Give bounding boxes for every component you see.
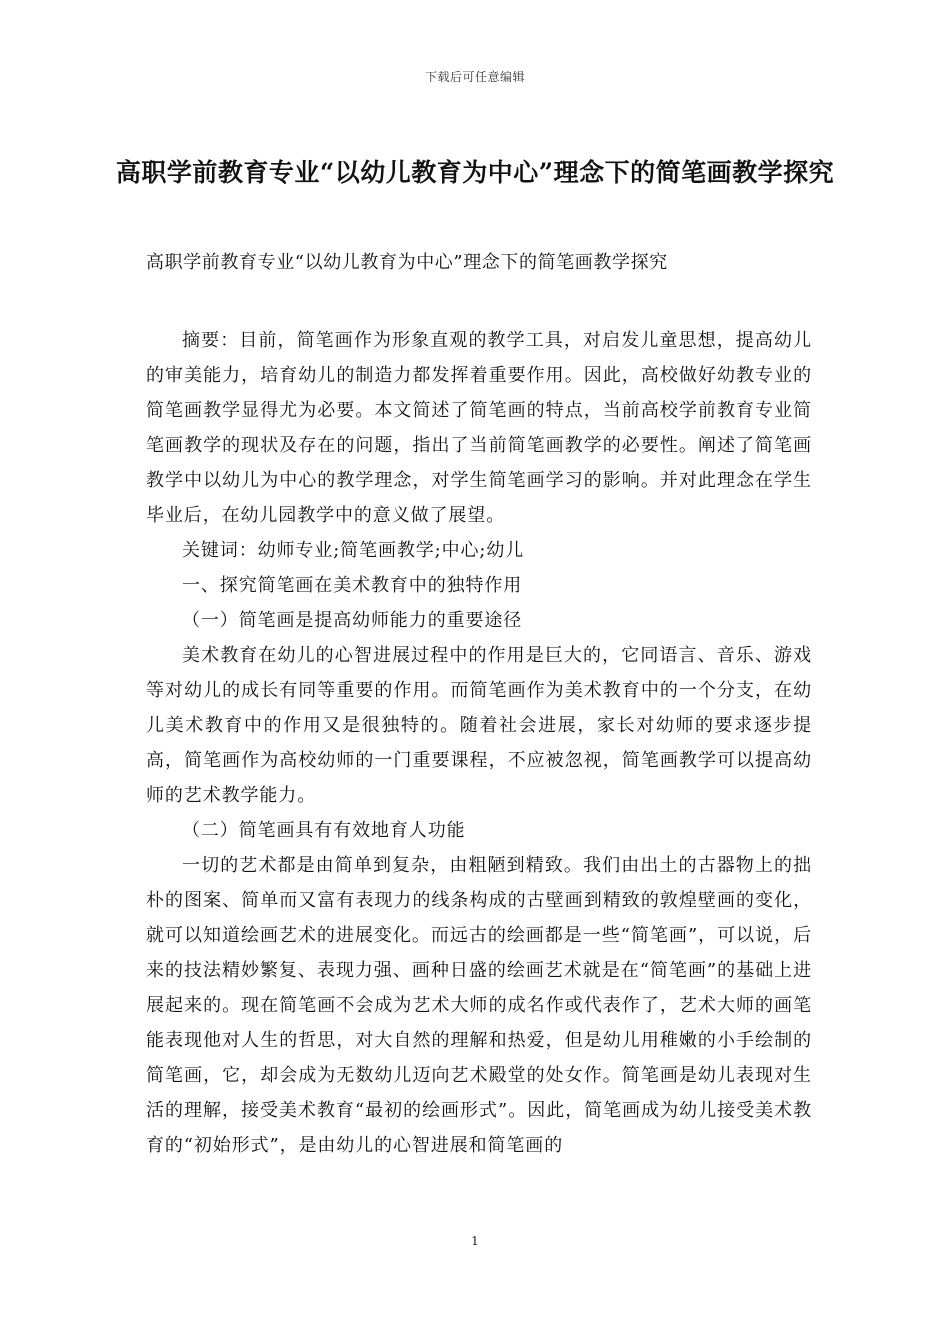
document-title: 高职学前教育专业“以幼儿教育为中心”理念下的简笔画教学探究 <box>115 158 835 187</box>
keywords-paragraph: 关键词：幼师专业;简笔画教学;中心;幼儿 <box>182 540 525 561</box>
abstract-paragraph: 摘要：目前，简笔画作为形象直观的教学工具，对启发儿童思想，提高幼儿的审美能力，培育幼儿的制造力都发挥着重要作用。因此，高校做好幼教专业的简笔画教学显得尤为必要。本文简述了简笔画的特点，当前高校学前教育专业简笔画教学的现状及存在的问题，指出了当前简笔画教学的必要性。阐述了简笔画教学中以幼儿为中心的教学理念，对学生简笔画学习的影响。并对此理念在学生毕业后，在幼儿园教学中的意义做了展望。 <box>146 330 812 526</box>
subsection-heading: （一）简笔画是提高幼师能力的重要途径 <box>182 610 523 631</box>
section-heading: 一、探究简笔画在美术教育中的独特作用 <box>182 575 523 596</box>
page-number: 1 <box>471 1234 479 1248</box>
body-paragraph: 美术教育在幼儿的心智进展过程中的作用是巨大的，它同语言、音乐、游戏等对幼儿的成长有同等重要的作用。而简笔画作为美术教育中的一个分支，在幼儿美术教育中的作用又是很独特的。随着社会进展，家长对幼师的要求逐步提高，简笔画作为高校幼师的一门重要课程，不应被忽视，简笔画教学可以提高幼师的艺术教学能力。 <box>146 645 812 806</box>
subsection-heading: （二）简笔画具有有效地育人功能 <box>182 820 466 841</box>
body-paragraph: 一切的艺术都是由简单到复杂，由粗陋到精致。我们由出土的古器物上的拙朴的图案、简单而又富有表现力的线条构成的古壁画到精致的敦煌壁画的变化，就可以知道绘画艺术的进展变化。而远古的绘画都是一些“简笔画”，可以说，后来的技法精妙繁复、表现力强、画种日盛的绘画艺术就是在“简笔画”的基础上进展起来的。现在简笔画不会成为艺术大师的成名作或代表作了，艺术大师的画笔能表现他对人生的哲思，对大自然的理解和热爱，但是幼儿用稚嫩的小手绘制的简笔画，它，却会成为无数幼儿迈向艺术殿堂的处女作。简笔画是幼儿表现对生活的理解，接受美术教育“最初的绘画形式”。因此，简笔画成为幼儿接受美术教育的“初始形式”，是由幼儿的心智进展和简笔画的 <box>146 855 812 1156</box>
header-note: 下载后可任意编辑 <box>424 70 525 84</box>
document-body <box>146 323 812 1163</box>
document-subtitle: 高职学前教育专业“以幼儿教育为中心”理念下的简笔画教学探究 <box>146 252 668 273</box>
